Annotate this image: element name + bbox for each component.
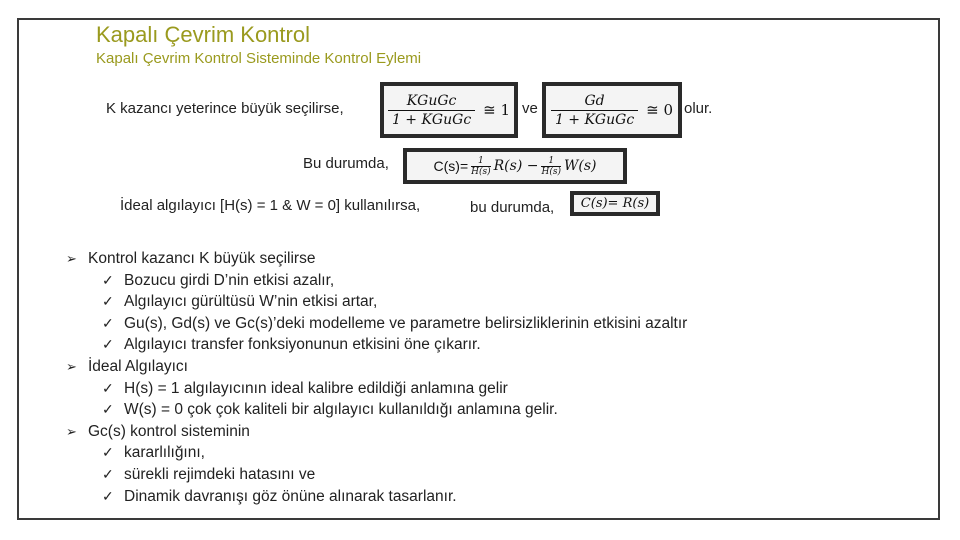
list-item: ✓ sürekli rejimdeki hatasını ve	[66, 464, 687, 486]
fraction-2-denominator: 1 + KGuGc	[551, 110, 638, 128]
and-text: ve	[522, 100, 538, 117]
fraction-3-numerator: 1	[478, 155, 484, 166]
fraction-4-numerator: 1	[548, 155, 555, 166]
equation-box-1	[380, 82, 518, 138]
list-item: ✓ Gu(s), Gd(s) ve Gc(s)’deki modelleme ve parametre belirsizliklerinin etkisini azaltır	[66, 313, 687, 335]
list-item: ✓ Algılayıcı gürültüsü W’nin etkisi artar,	[66, 291, 687, 313]
list-item: ✓ Bozucu girdi D’nin etkisi azalır,	[66, 270, 687, 292]
fraction-2	[551, 93, 638, 128]
fraction-3-denominator: H(s)	[471, 166, 491, 177]
approx-relation-2: ≅ 0	[646, 101, 674, 119]
list-item: ➢ Gc(s) kontrol sisteminin	[66, 421, 687, 443]
fraction-1-numerator: KGuGc	[406, 92, 457, 109]
approx-relation-1: ≅ 1	[483, 101, 511, 119]
check-icon: ✓	[102, 444, 114, 461]
arrow-bullet-icon: ➢	[66, 423, 77, 439]
noise-term: W(s)	[563, 158, 597, 174]
check-icon: ✓	[102, 336, 114, 353]
in-this-case-text: Bu durumda,	[303, 155, 389, 172]
fraction-2-numerator: Gd	[584, 92, 605, 109]
fraction-1	[388, 93, 475, 128]
list-item: ✓ Algılayıcı transfer fonksiyonunun etkisini öne çıkarır.	[66, 334, 687, 356]
check-icon: ✓	[102, 401, 114, 418]
in-this-case-text-2: bu durumda,	[470, 199, 555, 216]
result-text: olur.	[684, 100, 713, 117]
arrow-bullet-icon: ➢	[66, 358, 77, 374]
check-icon: ✓	[102, 465, 114, 482]
check-icon: ✓	[102, 271, 114, 288]
slide-title: Kapalı Çevrim Kontrol	[96, 22, 310, 47]
slide-subtitle: Kapalı Çevrim Kontrol Sisteminde Kontrol Eylemi	[96, 50, 422, 67]
list-item: ✓ kararlılığını,	[66, 442, 687, 464]
list-item: ➢ Kontrol kazancı K büyük seçilirse	[66, 248, 687, 270]
equation-box-4	[570, 191, 660, 216]
list-item: ✓ Dinamik davranışı göz önüne alınarak tasarlanır.	[66, 486, 687, 508]
main-bullet-list	[66, 248, 687, 507]
reference-term: R(s) −	[493, 158, 539, 174]
ideal-sensor-text: İdeal algılayıcı [H(s) = 1 & W = 0] kullanılırsa,	[120, 197, 421, 214]
equation-box-2	[542, 82, 682, 138]
equation-box-3	[403, 148, 627, 184]
check-icon: ✓	[102, 487, 114, 504]
output-lhs: C(s)=	[433, 158, 469, 174]
list-item: ➢ İdeal Algılayıcı	[66, 356, 687, 378]
check-icon: ✓	[102, 379, 114, 396]
arrow-bullet-icon: ➢	[66, 251, 77, 266]
list-item: ✓ H(s) = 1 algılayıcının ideal kalibre edildiği anlamına gelir	[66, 378, 687, 400]
gain-condition-text: K kazancı yeterince büyük seçilirse,	[106, 100, 344, 117]
check-icon: ✓	[102, 314, 114, 331]
list-item: ✓ W(s) = 0 çok çok kaliteli bir algılayıcı kullanıldığı anlamına gelir.	[66, 399, 687, 421]
ideal-output-equation: C(s)= R(s)	[580, 196, 650, 211]
fraction-4	[541, 156, 561, 177]
check-icon: ✓	[102, 293, 114, 310]
fraction-1-denominator: 1 + KGuGc	[388, 110, 475, 128]
fraction-3	[471, 156, 491, 177]
fraction-4-denominator: H(s)	[541, 166, 561, 177]
